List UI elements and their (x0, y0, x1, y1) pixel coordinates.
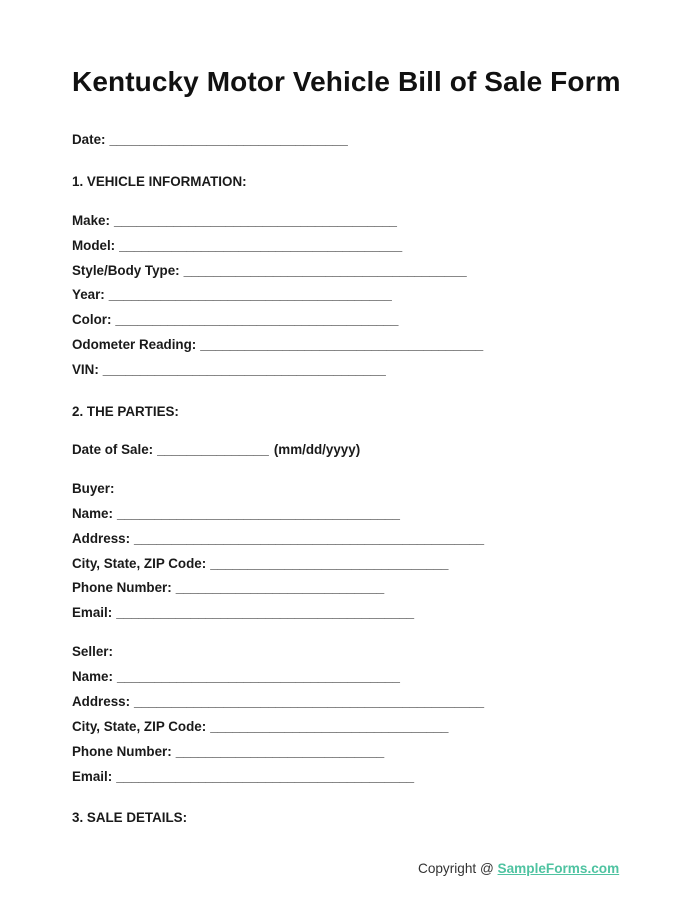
seller-city-blank[interactable]: ________________________________ (210, 719, 449, 734)
seller-email-label: Email: (72, 769, 113, 784)
copyright-prefix: Copyright @ (418, 861, 498, 876)
seller-heading: Seller: (72, 644, 113, 659)
buyer-phone-field (72, 580, 384, 596)
buyer-city-blank[interactable]: ________________________________ (210, 556, 449, 571)
vehicle-section-heading: 1. VEHICLE INFORMATION: (72, 174, 247, 189)
vin-field (72, 362, 386, 378)
page-title: Kentucky Motor Vehicle Bill of Sale Form (72, 66, 621, 97)
buyer-heading: Buyer: (72, 481, 115, 496)
date-blank[interactable]: ________________________________ (109, 132, 348, 147)
buyer-address-blank[interactable]: _______________________________________________ (134, 531, 485, 546)
make-blank[interactable]: ______________________________________ (113, 213, 397, 228)
date-of-sale-blank[interactable]: _______________ (157, 442, 269, 457)
buyer-name-field (72, 506, 400, 522)
seller-email-field (72, 769, 414, 785)
odometer-blank[interactable]: ______________________________________ (200, 337, 484, 352)
date-field (72, 132, 348, 148)
seller-phone-label: Phone Number: (72, 744, 172, 759)
date-of-sale-field (72, 442, 360, 458)
seller-address-field (72, 694, 484, 710)
seller-name-blank[interactable]: ______________________________________ (116, 669, 400, 684)
color-blank[interactable]: ______________________________________ (115, 312, 399, 327)
body-type-field (72, 263, 467, 279)
buyer-name-label: Name: (72, 506, 113, 521)
model-blank[interactable]: ______________________________________ (119, 238, 403, 253)
buyer-email-blank[interactable]: ________________________________________ (116, 605, 415, 620)
buyer-email-label: Email: (72, 605, 113, 620)
make-field (72, 213, 397, 229)
color-field (72, 312, 398, 328)
color-label: Color: (72, 312, 112, 327)
year-field (72, 287, 392, 303)
buyer-address-field (72, 531, 484, 547)
model-field (72, 238, 402, 254)
seller-city-field (72, 719, 449, 735)
parties-section-heading: 2. THE PARTIES: (72, 404, 179, 419)
seller-email-blank[interactable]: ________________________________________ (116, 769, 415, 784)
body-type-blank[interactable]: ______________________________________ (183, 263, 467, 278)
odometer-field (72, 337, 483, 353)
copyright-footer (418, 861, 619, 876)
buyer-phone-blank[interactable]: ____________________________ (175, 580, 385, 595)
seller-name-field (72, 669, 400, 685)
seller-name-label: Name: (72, 669, 113, 684)
date-of-sale-label: Date of Sale: (72, 442, 154, 457)
vin-blank[interactable]: ______________________________________ (102, 362, 386, 377)
seller-phone-blank[interactable]: ____________________________ (175, 744, 385, 759)
buyer-city-label: City, State, ZIP Code: (72, 556, 207, 571)
year-blank[interactable]: ______________________________________ (108, 287, 392, 302)
make-label: Make: (72, 213, 110, 228)
buyer-name-blank[interactable]: ______________________________________ (116, 506, 400, 521)
model-label: Model: (72, 238, 116, 253)
buyer-address-label: Address: (72, 531, 131, 546)
odometer-label: Odometer Reading: (72, 337, 197, 352)
buyer-phone-label: Phone Number: (72, 580, 172, 595)
date-label: Date: (72, 132, 106, 147)
body-type-label: Style/Body Type: (72, 263, 180, 278)
brand-link[interactable]: SampleForms.com (497, 861, 620, 876)
sale-details-heading: 3. SALE DETAILS: (72, 810, 188, 825)
seller-city-label: City, State, ZIP Code: (72, 719, 207, 734)
date-format-hint: (mm/dd/yyyy) (273, 442, 361, 457)
buyer-city-field (72, 556, 449, 572)
seller-address-label: Address: (72, 694, 131, 709)
seller-address-blank[interactable]: _______________________________________________ (134, 694, 485, 709)
vin-label: VIN: (72, 362, 99, 377)
seller-phone-field (72, 744, 384, 760)
buyer-email-field (72, 605, 414, 621)
year-label: Year: (72, 287, 105, 302)
